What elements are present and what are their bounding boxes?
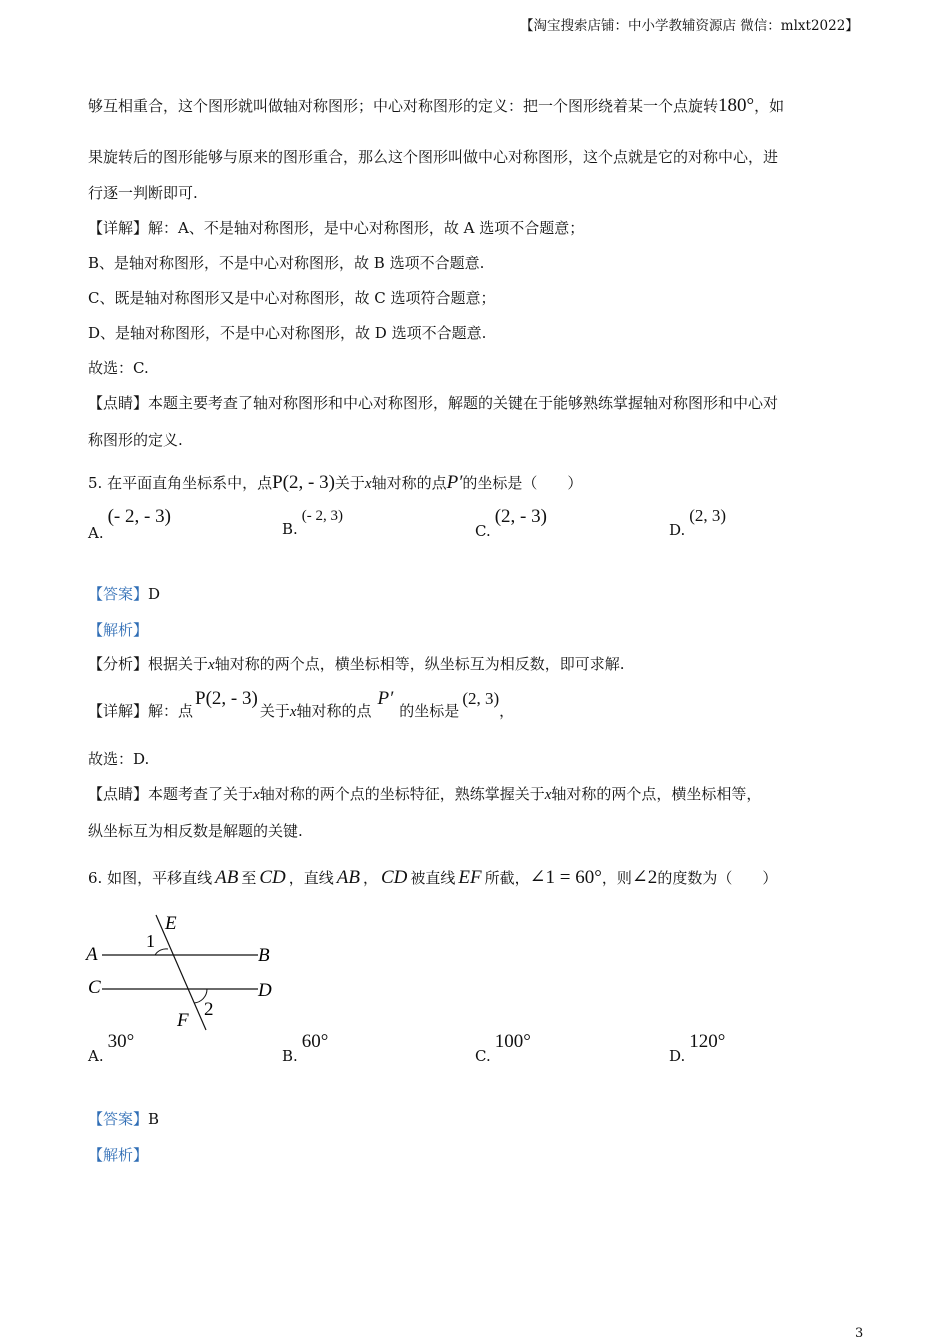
option-value: 30° — [107, 1031, 135, 1052]
q4-line1 — [88, 95, 784, 117]
q4-option-c-analysis: C、既是轴对称图形又是中心对称图形，故 C 选项符合题意； — [88, 289, 496, 307]
answer-value: B — [148, 1110, 160, 1128]
q4-comment-2: 称图形的定义. — [88, 431, 183, 449]
q5-comment-post: 轴对称的两个点，横坐标相等， — [551, 785, 762, 803]
angle-1-arc — [155, 949, 168, 955]
q5-comment-mid: 轴对称的两个点的坐标特征，熟练掌握关于 — [259, 785, 545, 803]
page-header: 【淘宝搜索店铺：中小学教辅资源店 微信：mlxt2022】 — [520, 18, 859, 34]
q5-x-var: x — [544, 787, 552, 803]
q5-detail-point: P(2, - 3) — [195, 688, 258, 709]
label-2: 2 — [204, 999, 214, 1020]
q6-stem-mid: ，直线 — [288, 869, 334, 887]
option-letter: B. — [282, 1047, 298, 1065]
q5-x-var: x — [364, 476, 372, 492]
q5-option-a — [88, 506, 171, 542]
q5-comment-pre: 【点睛】本题考查了关于 — [88, 785, 254, 803]
option-letter: C. — [475, 1047, 491, 1065]
answer-label: 【答案】 — [88, 585, 149, 603]
q6-option-b — [282, 1031, 329, 1067]
option-value: (- 2, 3) — [301, 508, 344, 524]
q6-angle2: ∠2 — [631, 867, 658, 888]
q4-line2: 果旋转后的图形能够与原来的图形重合，那么这个图形叫做中心对称图形，这个点就是它的对称中心，进 — [88, 148, 779, 166]
q5-detail-pre: 【详解】解：点 — [88, 702, 194, 720]
q5-detail-result: (2, 3) — [462, 689, 500, 708]
q5-stem — [88, 472, 582, 494]
answer-label: 【答案】 — [88, 1110, 149, 1128]
q5-stem-mid2: 轴对称的点 — [371, 474, 447, 492]
q6-option-c — [475, 1031, 531, 1067]
q5-detail-end: ， — [499, 702, 515, 720]
label-f: F — [177, 1010, 189, 1031]
q6-cd-2: CD — [380, 867, 408, 888]
q6-ef: EF — [458, 867, 482, 888]
q4-detail: 【详解】解：A、不是轴对称图形，是中心对称图形，故 A 选项不合题意； — [88, 219, 585, 237]
q6-stem-mid4: ，则 — [601, 869, 632, 887]
option-value: 100° — [494, 1031, 531, 1052]
label-c: C — [88, 977, 101, 998]
q6-answer — [88, 1108, 159, 1129]
option-letter: C. — [475, 522, 491, 540]
q6-figure — [80, 905, 290, 1035]
q5-fenxi — [88, 653, 624, 674]
q6-ab: AB — [215, 867, 239, 888]
answer-value: D — [148, 585, 161, 603]
q5-stem-post: 的坐标是（ ） — [462, 474, 583, 492]
q5-comment-2: 纵坐标互为相反数是解题的关键. — [88, 822, 303, 840]
label-e: E — [165, 913, 177, 934]
q5-detail-mid2: 轴对称的点 — [296, 702, 372, 720]
page-number: 3 — [855, 1326, 864, 1341]
q5-x-var: x — [253, 787, 260, 803]
option-value: (2, 3) — [689, 506, 727, 525]
q5-detail-mid: 关于 — [259, 702, 290, 720]
q4-line1-text: 够互相重合，这个图形就叫做轴对称图形；中心对称图形的定义：把一个图形绕着某一个点旋转 — [88, 97, 719, 115]
q4-comment-1: 【点睛】本题主要考查了轴对称图形和中心对称图形，解题的关键在于能够熟练掌握轴对称图形和中心对 — [88, 394, 779, 412]
q6-stem-mid2: 被直线 — [410, 869, 456, 887]
q4-option-b-analysis: B、是轴对称图形，不是中心对称图形，故 B 选项不合题意. — [88, 254, 485, 272]
q4-line1-end: ，如 — [754, 97, 785, 115]
label-d: D — [258, 980, 272, 1001]
q6-stem-mid3: 所截， — [484, 869, 530, 887]
q5-detail — [88, 688, 515, 722]
q6-option-d — [669, 1031, 726, 1067]
q4-line3: 行逐一判断即可. — [88, 184, 198, 202]
q5-point: P(2, - 3) — [272, 472, 335, 493]
q5-p-prime: P′ — [446, 472, 463, 493]
label-a: A — [86, 944, 98, 965]
q5-choice: 故选：D. — [88, 750, 150, 768]
q5-fenxi-post: 轴对称的两个点，横坐标相等，纵坐标互为相反数，即可求解. — [214, 655, 625, 673]
q5-comment-1 — [88, 783, 761, 804]
q6-stem — [88, 866, 777, 889]
option-value: 120° — [689, 1031, 726, 1052]
option-value: (2, - 3) — [494, 506, 547, 527]
q5-fenxi-pre: 【分析】根据关于 — [88, 655, 209, 673]
q5-option-c — [475, 506, 547, 542]
q6-comma: ， — [362, 869, 378, 887]
option-letter: A. — [88, 524, 104, 542]
q6-analysis-label: 【解析】 — [88, 1146, 149, 1164]
option-value: 60° — [301, 1031, 329, 1052]
q6-stem-pre: 6. 如图，平移直线 — [88, 869, 213, 887]
q5-stem-mid: 关于 — [334, 474, 365, 492]
q5-detail-pprime: P′ — [377, 688, 394, 709]
q6-option-a — [88, 1031, 135, 1067]
q5-x-var: x — [289, 704, 297, 720]
q4-angle: 180° — [718, 95, 755, 116]
q6-condition: ∠1 = 60° — [529, 867, 602, 888]
q6-stem-post: 的度数为（ ） — [657, 869, 778, 887]
option-letter: B. — [282, 520, 298, 538]
q5-answer — [88, 583, 160, 604]
label-1: 1 — [146, 931, 155, 951]
q4-option-d-analysis: D、是轴对称图形，不是中心对称图形，故 D 选项不合题意. — [88, 324, 487, 342]
label-b: B — [258, 945, 270, 966]
option-letter: D. — [669, 1047, 686, 1065]
q5-analysis-label: 【解析】 — [88, 621, 149, 639]
q5-stem-pre: 5. 在平面直角坐标系中，点 — [88, 474, 273, 492]
q6-to: 至 — [241, 869, 257, 887]
q6-cd: CD — [259, 867, 286, 888]
q5-option-d — [669, 506, 727, 540]
q5-option-b — [282, 508, 344, 539]
option-letter: A. — [88, 1047, 104, 1065]
q5-detail-post: 的坐标是 — [399, 702, 460, 720]
q5-x-var: x — [208, 657, 215, 673]
option-letter: D. — [669, 521, 686, 539]
option-value: (- 2, - 3) — [107, 506, 171, 527]
q4-choice: 故选：C. — [88, 359, 149, 377]
q6-ab-2: AB — [336, 867, 360, 888]
